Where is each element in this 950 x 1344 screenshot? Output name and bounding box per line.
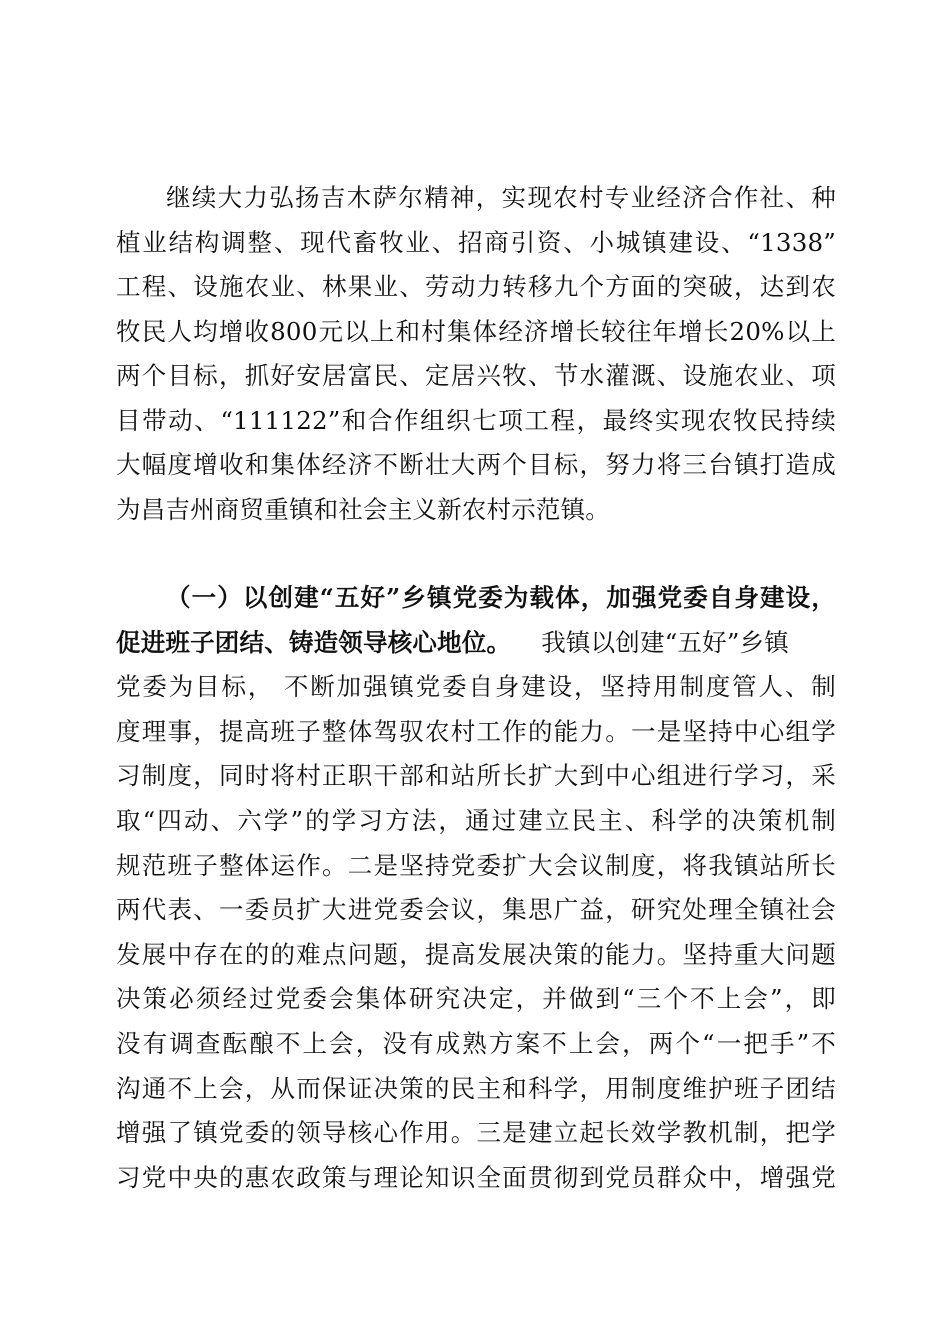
paragraph-2 (116, 576, 836, 1200)
paragraph-line: 度理事，提高班子整体驾驭农村工作的能力。一是坚持中心组学 (116, 716, 836, 746)
paragraph-line: 增强了镇党委的领导核心作用。三是建立起长效学教机制，把学 (116, 1118, 836, 1148)
paragraph-line: 植业结构调整、现代畜牧业、招商引资、小城镇建设、“1338” (116, 227, 836, 257)
section-heading: （一）以创建“五好”乡镇党委为载体，加强党委自身建设， (166, 583, 836, 612)
paragraph-line: 规范班子整体运作。二是坚持党委扩大会议制度，将我镇站所长 (116, 850, 836, 880)
paragraph-line: 继续大力弘扬吉木萨尔精神，实现农村专业经济合作社、种 (166, 183, 836, 212)
paragraph-line: 没有调查酝酿不上会，没有成熟方案不上会，两个“一把手”不 (116, 1028, 836, 1058)
paragraph-line: 大幅度增收和集体经济不断壮大两个目标，努力将三台镇打造成 (116, 450, 836, 479)
paragraph-line: 党委为目标， 不断加强镇党委自身建设，坚持用制度管人、制 (116, 672, 836, 702)
paragraph-line: 两个目标，抓好安居富民、定居兴牧、节水灌溉、设施农业、项 (116, 361, 836, 390)
paragraph-line: 沟通不上会，从而保证决策的民主和科学，用制度维护班子团结 (116, 1073, 836, 1103)
paragraph-text: 我镇以创建“五好”乡镇 (541, 627, 789, 657)
paragraph-line: 两代表、一委员扩大进党委会议，集思广益，研究处理全镇社会 (116, 895, 836, 925)
paragraph-line: 习制度，同时将村正职干部和站所长扩大到中心组进行学习，采 (116, 761, 836, 791)
paragraph-line: 取“四动、六学”的学习方法，通过建立民主、科学的决策机制 (116, 805, 836, 835)
paragraph-line: 决策必须经过党委会集体研究决定，并做到“三个不上会”，即 (116, 984, 836, 1014)
paragraph-line: 目带动、“111122”和合作组织七项工程，最终实现农牧民持续 (116, 405, 836, 435)
paragraph-line: 工程、设施农业、林果业、劳动力转移九个方面的突破，达到农 (116, 272, 836, 301)
paragraph-1 (116, 176, 836, 532)
paragraph-line: 习党中央的惠农政策与理论知识全面贯彻到党员群众中，增强党 (116, 1162, 836, 1192)
paragraph-line: 发展中存在的的难点问题，提高发展决策的能力。坚持重大问题 (116, 939, 836, 969)
paragraph-line: 牧民人均增收800元以上和村集体经济增长较往年增长20%以上 (116, 316, 836, 346)
paragraph-line (116, 621, 836, 666)
section-heading-continued: 促进班子团结、铸造领导核心地位。 (116, 627, 512, 657)
paragraph-line: 为昌吉州商贸重镇和社会主义新农村示范镇。 (116, 494, 610, 524)
